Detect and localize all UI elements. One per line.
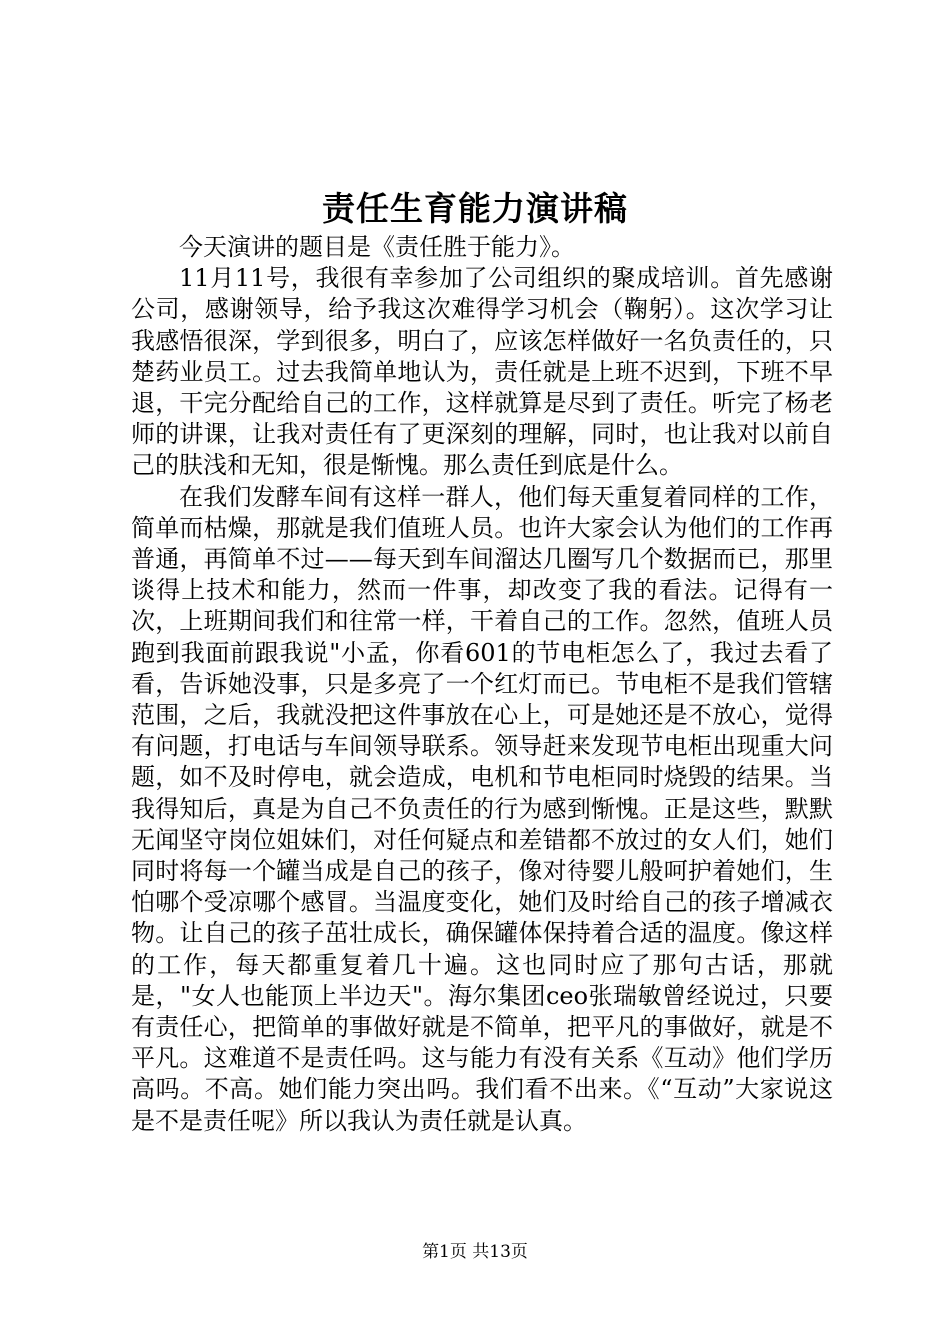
paragraph-1: 今天演讲的题目是《责任胜于能力》。	[179, 233, 575, 261]
paragraph-2: 11月11号，我很有幸参加了公司组织的聚成培训。首先感谢公司，感谢领导，给予我这次难得学习机会（鞠躬）。这次学习让我感悟很深，学到很多，明白了，应该怎样做好一名负责任的，只楚药业员工。过去我简单地认为，责任就是上班不迟到，下班不早退，干完分配给自己的工作，这样就算是尽到了责任。听完了杨老师的讲课，让我对责任有了更深刻的理解，同时，也让我对以前自己的肤浅和无知，很是惭愧。那么责任到底是什么。	[131, 264, 833, 480]
document-body	[131, 232, 833, 1137]
page-footer: 第1页 共13页	[422, 1242, 528, 1262]
paragraph-3: 在我们发酵车间有这样一群人，他们每天重复着同样的工作，简单而枯燥，那就是我们值班人员。也许大家会认为他们的工作再普通，再简单不过——每天到车间溜达几圈写几个数据而已，那里谈得上技术和能力，然而一件事，却改变了我的看法。记得有一次，上班期间我们和往常一样，干着自己的工作。忽然，值班人员跑到我面前跟我说"小孟，你看601的节电柜怎么了，我过去看了看，告诉她没事，只是多亮了一个红灯而已。节电柜不是我们管辖范围，之后，我就没把这件事放在心上，可是她还是不放心，觉得有问题，打电话与车间领导联系。领导赶来发现节电柜出现重大问题，如不及时停电，就会造成，电机和节电柜同时烧毁的结果。当我得知后，真是为自己不负责任的行为感到惭愧。正是这些，默默无闻坚守岗位姐妹们，对任何疑点和差错都不放过的女人们，她们同时将每一个罐当成是自己的孩子，像对待婴儿般呵护着她们，生怕哪个受凉哪个感冒。当温度变化，她们及时给自己的孩子增减衣物。让自己的孩子茁壮成长，确保罐体保持着合适的温度。像这样的工作，每天都重复着几十遍。这也同时应了那句古话，那就是，"女人也能顶上半边天"。海尔集团ceo张瑞敏曾经说过，只要有责任心，把简单的事做好就是不简单，把平凡的事做好，就是不平凡。这难道不是责任吗。这与能力有没有关系《互动》他们学历高吗。不高。她们能力突出吗。我们看不出来。《“互动”大家说这是不是责任呢》所以我认为责任就是认真。	[131, 482, 833, 1135]
document-title: 责任生育能力演讲稿	[322, 189, 628, 228]
